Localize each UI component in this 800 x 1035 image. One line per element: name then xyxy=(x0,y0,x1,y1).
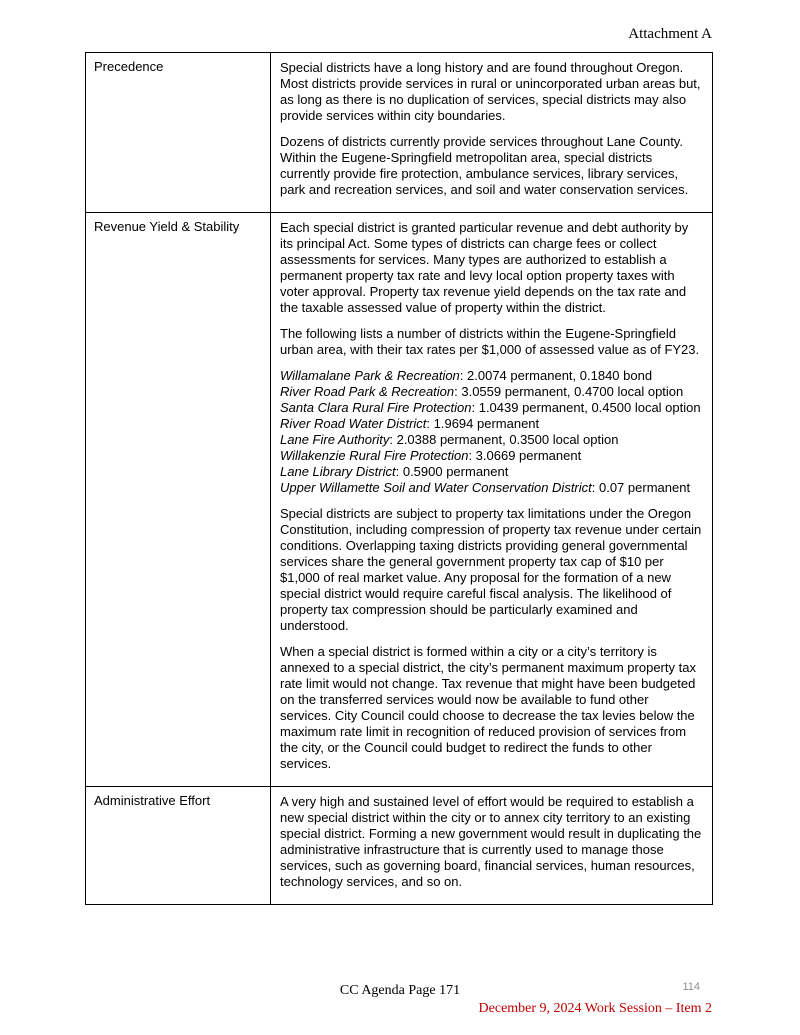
district-name: Santa Clara Rural Fire Protection xyxy=(280,400,472,415)
district-detail: : 0.5900 permanent xyxy=(395,464,509,479)
district-line xyxy=(280,400,702,416)
district-name: River Road Water District xyxy=(280,416,427,431)
footer-work-session-label: December 9, 2024 Work Session – Item 2 xyxy=(478,1001,712,1016)
district-detail: : 3.0669 permanent xyxy=(468,448,582,463)
district-line xyxy=(280,432,702,448)
district-line xyxy=(280,384,702,400)
district-line xyxy=(280,416,702,432)
row-content-revenue-yield xyxy=(271,213,713,787)
paragraph: A very high and sustained level of effort would be required to establish a new special district within the city or to annex city territory to an existing special district. Forming a new government would result in duplicating the administrative infrastructure that is currently used to manage those services, such as governing board, financial services, human resources, technology services, and so on. xyxy=(280,794,702,889)
paragraph: Special districts are subject to property tax limitations under the Oregon Constitution, including compression of property tax revenue under certain conditions. Overlapping taxing districts providing general governmental services share the general government property tax cap of $10 per $1,000 of real market value. Any proposal for the formation of a new special district would require careful fiscal analysis. The likelihood of property tax compression should be particularly examined and understood. xyxy=(280,506,702,633)
district-detail: : 0.07 permanent xyxy=(591,480,691,495)
footer-page-number: 114 xyxy=(682,981,700,993)
district-tax-list xyxy=(280,368,702,496)
row-label-revenue-yield: Revenue Yield & Stability xyxy=(86,213,271,787)
footer-agenda-page: CC Agenda Page 171 xyxy=(339,983,461,998)
district-name: River Road Park & Recreation xyxy=(280,384,455,399)
table-row-precedence xyxy=(86,53,713,213)
attachment-label: Attachment A xyxy=(628,26,712,42)
district-name: Willamalane Park & Recreation xyxy=(280,368,460,383)
district-name: Lane Fire Authority xyxy=(280,432,390,447)
row-label-precedence: Precedence xyxy=(86,53,271,213)
district-detail: : 3.0559 permanent, 0.4700 local option xyxy=(454,384,684,399)
district-detail: : 2.0388 permanent, 0.3500 local option xyxy=(389,432,619,447)
district-name: Upper Willamette Soil and Water Conservation District xyxy=(280,480,592,495)
district-line xyxy=(280,448,702,464)
row-label-administrative-effort: Administrative Effort xyxy=(86,787,271,905)
table-row-administrative-effort xyxy=(86,787,713,905)
district-detail: : 1.0439 permanent, 0.4500 local option xyxy=(471,400,701,415)
paragraph: When a special district is formed within a city or a city’s territory is annexed to a special district, the city’s permanent maximum property tax rate limit would not change. Tax revenue that might have been budgeted on the transferred services would now be available to fund other services. City Council could choose to decrease the tax levies below the maximum rate limit in recognition of reduced provision of services from the city, or the Council could budget to redirect the funds to other services. xyxy=(280,644,696,771)
district-detail: : 2.0074 permanent, 0.1840 bond xyxy=(459,368,653,383)
district-line xyxy=(280,480,702,496)
paragraph: Dozens of districts currently provide services throughout Lane County. Within the Eugene-Springfield metropolitan area, special districts currently provide fire protection, ambulance services, library services, park and recreation services, and soil and water conservation services. xyxy=(280,134,689,197)
content-table xyxy=(85,52,713,905)
district-name: Lane Library District xyxy=(280,464,396,479)
paragraph: Special districts have a long history and are found throughout Oregon. Most districts provide services in rural or unincorporated urban areas but, as long as there is no duplication of services, special districts may also provide services within city boundaries. xyxy=(280,60,701,123)
row-content-administrative-effort xyxy=(271,787,713,905)
paragraph: Each special district is granted particular revenue and debt authority by its principal Act. Some types of districts can charge fees or collect assessments for services. Many types are authorized to establish a permanent property tax rate and levy local option property taxes with voter approval. Property tax revenue yield depends on the tax rate and the taxable assessed value of property within the district. xyxy=(280,220,689,315)
district-line xyxy=(280,464,702,480)
district-detail: : 1.9694 permanent xyxy=(426,416,540,431)
district-name: Willakenzie Rural Fire Protection xyxy=(280,448,469,463)
row-content-precedence xyxy=(271,53,713,213)
district-line xyxy=(280,368,702,384)
paragraph: The following lists a number of districts within the Eugene-Springfield urban area, with their tax rates per $1,000 of assessed value as of FY23. xyxy=(280,326,700,357)
table-row-revenue-yield xyxy=(86,213,713,787)
